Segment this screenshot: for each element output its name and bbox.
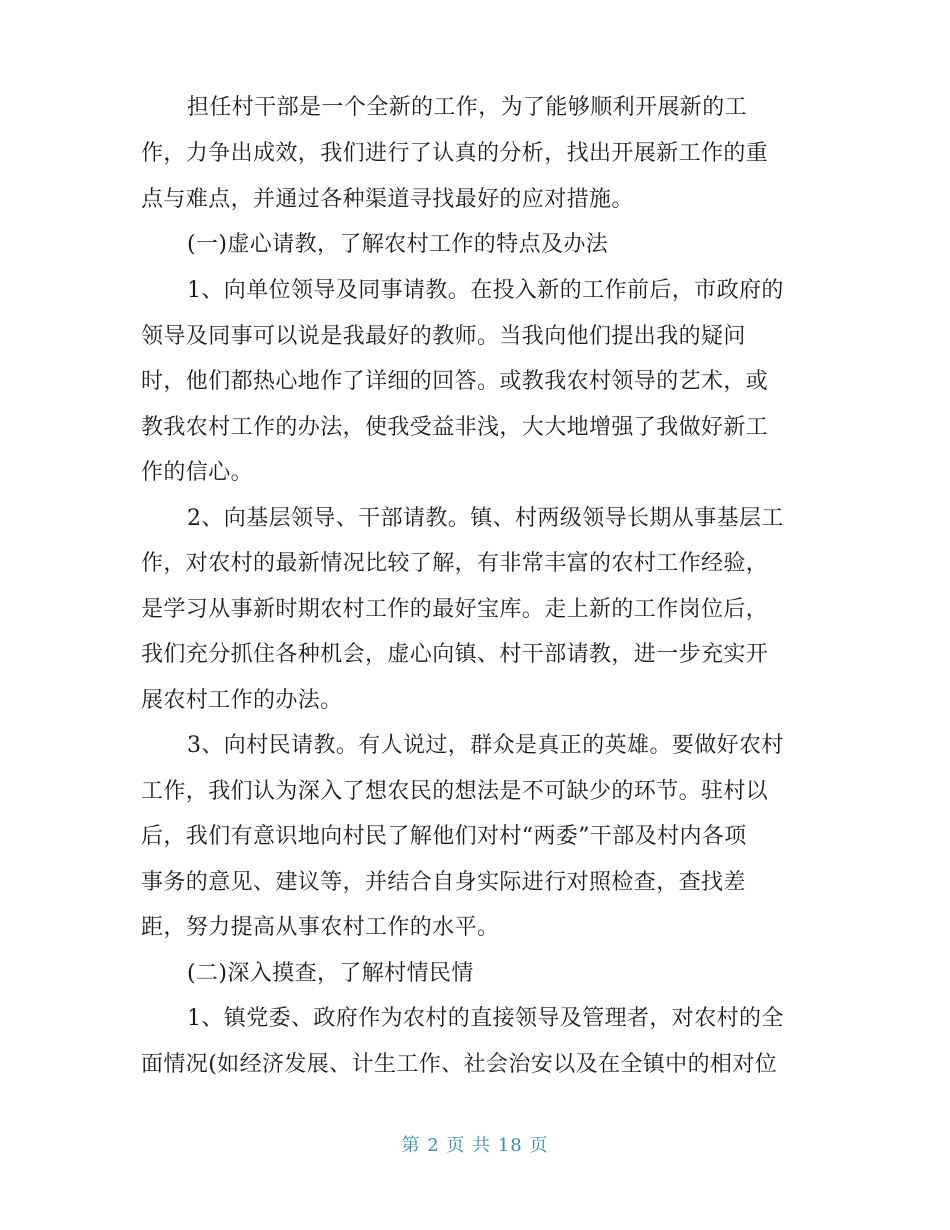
section-heading: (一)虚心请教，了解农村工作的特点及办法: [187, 232, 609, 257]
paragraph-line: 我们充分抓住各种机会，虚心向镇、村干部请教，进一步充实开: [141, 642, 769, 667]
paragraph-line: 距，努力提高从事农村工作的水平。: [141, 915, 500, 940]
paragraph-line: 展农村工作的办法。: [141, 688, 343, 713]
paragraph-line: 1、向单位领导及同事请教。在投入新的工作前后，市政府的: [187, 278, 784, 303]
paragraph-line: 担任村干部是一个全新的工作，为了能够顺利开展新的工: [187, 95, 748, 120]
paragraph-line: 1、镇党委、政府作为农村的直接领导及管理者，对农村的全: [187, 1006, 784, 1031]
paragraph-line: 事务的意见、建议等，并结合自身实际进行对照检查，查找差: [141, 870, 746, 895]
paragraph-line: 作，对农村的最新情况比较了解，有非常丰富的农村工作经验，: [141, 551, 769, 576]
paragraph-line: 3、向村民请教。有人说过，群众是真正的英雄。要做好农村: [187, 733, 784, 758]
paragraph-line: 2、向基层领导、干部请教。镇、村两级领导长期从事基层工: [187, 506, 784, 531]
paragraph-line: 是学习从事新时期农村工作的最好宝库。走上新的工作岗位后，: [141, 597, 769, 622]
paragraph-line: 教我农村工作的办法，使我受益非浅，大大地增强了我做好新工: [141, 415, 769, 440]
paragraph-line: 作的信心。: [141, 460, 254, 485]
paragraph-line: 面情况(如经济发展、计生工作、社会治安以及在全镇中的相对位: [141, 1052, 778, 1077]
section-heading: (二)深入摸查，了解村情民情: [187, 961, 474, 986]
paragraph-line: 点与难点，并通过各种渠道寻找最好的应对措施。: [141, 187, 634, 212]
page-number-footer: 第 2 页 共 18 页: [401, 1135, 549, 1156]
paragraph-line: 作，力争出成效，我们进行了认真的分析，找出开展新工作的重: [141, 141, 769, 166]
paragraph-line: 时，他们都热心地作了详细的回答。或教我农村领导的艺术，或: [141, 369, 769, 394]
paragraph-line: 领导及同事可以说是我最好的教师。当我向他们提出我的疑问: [141, 324, 746, 349]
paragraph-line: 后，我们有意识地向村民了解他们对村“两委”干部及村内各项: [141, 824, 747, 849]
paragraph-line: 工作，我们认为深入了想农民的想法是不可缺少的环节。驻村以: [141, 779, 769, 804]
